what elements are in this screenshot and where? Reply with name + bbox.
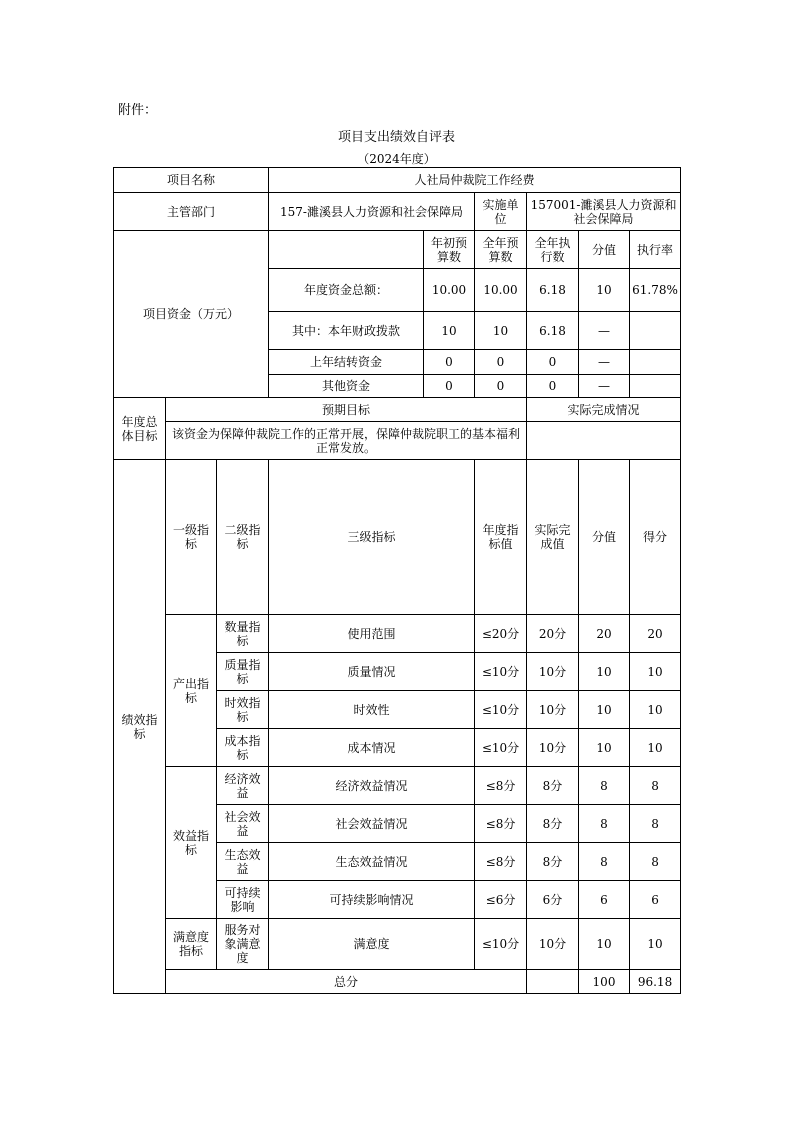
funds-header-blank [269, 231, 424, 269]
perf-target: ≤20分 [475, 615, 527, 653]
perf-level2: 服务对象满意度 [217, 919, 269, 970]
perf-header: 得分 [630, 460, 681, 615]
perf-header: 一级指标 [166, 460, 217, 615]
perf-header: 二级指标 [217, 460, 269, 615]
perf-header: 实际完成值 [527, 460, 579, 615]
perf-level1: 效益指标 [166, 767, 217, 919]
goals-expected-text: 该资金为保障仲裁院工作的正常开展，保障仲裁院职工的基本福利正常发放。 [166, 422, 527, 460]
funds-header: 分值 [579, 231, 630, 269]
goals-row [114, 422, 681, 460]
perf-level3: 社会效益情况 [269, 805, 475, 843]
form-title: 项目支出绩效自评表 [337, 130, 455, 145]
attachment-label: 附件： [118, 103, 158, 118]
perf-actual: 8分 [527, 843, 579, 881]
perf-actual: 20分 [527, 615, 579, 653]
perf-score: 10 [579, 691, 630, 729]
perf-header: 年度指标值 [475, 460, 527, 615]
perf-level3: 经济效益情况 [269, 767, 475, 805]
department-value: 157-濉溪县人力资源和社会保障局 [269, 193, 475, 231]
goals-expected-label: 预期目标 [166, 398, 527, 422]
perf-header: 三级指标 [269, 460, 475, 615]
perf-got: 8 [630, 767, 681, 805]
funds-header: 年初预算数 [424, 231, 475, 269]
goals-label: 年度总体目标 [114, 398, 166, 460]
funds-row-label: 年度资金总额： [269, 269, 424, 312]
project-name-value: 人社局仲裁院工作经费 [269, 168, 681, 193]
perf-target: ≤10分 [475, 729, 527, 767]
goals-actual-label: 实际完成情况 [527, 398, 681, 422]
funds-cell: — [579, 375, 630, 398]
self-evaluation-table [113, 167, 681, 994]
perf-got: 6 [630, 881, 681, 919]
perf-score: 8 [579, 805, 630, 843]
funds-cell: 10 [475, 312, 527, 350]
project-name-row [114, 168, 681, 193]
perf-level3: 质量情况 [269, 653, 475, 691]
total-row [114, 970, 681, 994]
perf-target: ≤10分 [475, 919, 527, 970]
perf-level1: 满意度指标 [166, 919, 217, 970]
perf-got: 10 [630, 691, 681, 729]
perf-header: 分值 [579, 460, 630, 615]
perf-row [114, 919, 681, 970]
perf-got: 10 [630, 919, 681, 970]
funds-cell: 0 [527, 375, 579, 398]
funds-header-row [114, 231, 681, 269]
perf-score: 10 [579, 653, 630, 691]
perf-actual: 8分 [527, 805, 579, 843]
perf-actual: 10分 [527, 653, 579, 691]
perf-got: 10 [630, 729, 681, 767]
perf-level2: 成本指标 [217, 729, 269, 767]
funds-header: 全年预算数 [475, 231, 527, 269]
perf-level3: 满意度 [269, 919, 475, 970]
department-label: 主管部门 [114, 193, 269, 231]
funds-cell: 6.18 [527, 269, 579, 312]
funds-cell: — [579, 312, 630, 350]
perf-target: ≤8分 [475, 805, 527, 843]
implementer-value: 157001-濉溪县人力资源和社会保障局 [527, 193, 681, 231]
implementer-label: 实施单位 [475, 193, 527, 231]
funds-label: 项目资金（万元） [114, 231, 269, 398]
perf-score: 10 [579, 919, 630, 970]
funds-cell: — [579, 350, 630, 375]
perf-target: ≤8分 [475, 767, 527, 805]
perf-actual: 6分 [527, 881, 579, 919]
perf-level3: 成本情况 [269, 729, 475, 767]
perf-score: 8 [579, 767, 630, 805]
funds-cell [630, 350, 681, 375]
funds-cell [630, 375, 681, 398]
funds-row-label: 其中：本年财政拨款 [269, 312, 424, 350]
perf-row [114, 615, 681, 653]
funds-cell: 10.00 [475, 269, 527, 312]
funds-header: 全年执行数 [527, 231, 579, 269]
perf-got: 8 [630, 843, 681, 881]
total-blank [527, 970, 579, 994]
funds-cell: 0 [424, 350, 475, 375]
perf-got: 8 [630, 805, 681, 843]
perf-level2: 经济效益 [217, 767, 269, 805]
funds-cell: 0 [424, 375, 475, 398]
goals-header-row [114, 398, 681, 422]
perf-got: 20 [630, 615, 681, 653]
funds-cell: 0 [475, 375, 527, 398]
funds-cell: 0 [527, 350, 579, 375]
perf-target: ≤8分 [475, 843, 527, 881]
perf-header-row [114, 460, 681, 615]
perf-level3: 生态效益情况 [269, 843, 475, 881]
perf-level3: 可持续影响情况 [269, 881, 475, 919]
form-year: （2024年度） [357, 152, 436, 166]
funds-header: 执行率 [630, 231, 681, 269]
perf-target: ≤10分 [475, 653, 527, 691]
perf-row [114, 767, 681, 805]
perf-score: 6 [579, 881, 630, 919]
perf-score: 20 [579, 615, 630, 653]
perf-got: 10 [630, 653, 681, 691]
perf-score: 8 [579, 843, 630, 881]
funds-cell: 6.18 [527, 312, 579, 350]
funds-row-label: 其他资金 [269, 375, 424, 398]
department-row [114, 193, 681, 231]
total-got: 96.18 [630, 970, 681, 994]
funds-cell: 10.00 [424, 269, 475, 312]
perf-level2: 数量指标 [217, 615, 269, 653]
funds-cell: 10 [579, 269, 630, 312]
perf-level2: 时效指标 [217, 691, 269, 729]
perf-level2: 质量指标 [217, 653, 269, 691]
perf-level2: 可持续影响 [217, 881, 269, 919]
funds-row-label: 上年结转资金 [269, 350, 424, 375]
funds-cell: 10 [424, 312, 475, 350]
perf-label: 绩效指标 [114, 460, 166, 994]
perf-actual: 10分 [527, 729, 579, 767]
perf-actual: 10分 [527, 691, 579, 729]
funds-cell: 0 [475, 350, 527, 375]
project-name-label: 项目名称 [114, 168, 269, 193]
perf-actual: 10分 [527, 919, 579, 970]
perf-level1: 产出指标 [166, 615, 217, 767]
perf-level3: 使用范围 [269, 615, 475, 653]
perf-level2: 社会效益 [217, 805, 269, 843]
perf-target: ≤10分 [475, 691, 527, 729]
perf-target: ≤6分 [475, 881, 527, 919]
perf-level3: 时效性 [269, 691, 475, 729]
total-score: 100 [579, 970, 630, 994]
perf-level2: 生态效益 [217, 843, 269, 881]
perf-score: 10 [579, 729, 630, 767]
goals-actual-text [527, 422, 681, 460]
funds-cell [630, 312, 681, 350]
total-label: 总分 [166, 970, 527, 994]
perf-actual: 8分 [527, 767, 579, 805]
funds-cell: 61.78% [630, 269, 681, 312]
